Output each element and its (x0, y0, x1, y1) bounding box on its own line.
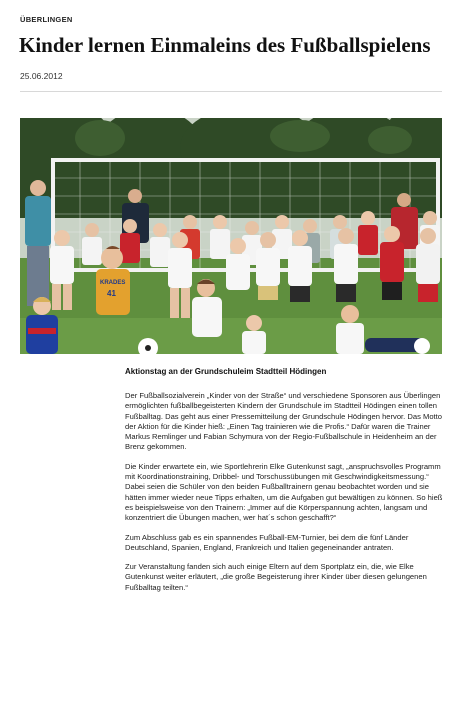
article-paragraph: Die Kinder erwartete ein, wie Sportlehrerin Elke Gutenkunst sagt, „anspruchsvolles Programm mit Koordinationstraining, Dribbel- und Torschussübungen mit Geschwindigkeitsmessung.“ Dabei seien die Schüler von den beiden Fußballtrainern genau beobachtet worden und sie hätten immer wieder neue Tipps erhalten, um die Aufgaben gut bewältigen zu können. So hieß es beispielsweise von den Trainern: „Immer auf die Körperspannung achten, langsam und konzentriert die Übungen machen, wer hat´s schon geschafft?“ (125, 461, 443, 523)
article-date: 25.06.2012 (20, 71, 63, 81)
photo-adult-left (25, 180, 51, 306)
team-photo-illustration (20, 118, 442, 354)
article-headline: Kinder lernen Einmaleins des Fußballspielens (19, 33, 431, 57)
article-subheading: Aktionstag an der Grundschuleim Stadtteil Hödingen (125, 367, 327, 376)
article-paragraph: Zur Veranstaltung fanden sich auch einige Eltern auf dem Sportplatz ein, die, wie Elke Gutenkunst weiter erläutert, „die große Begeisterung ihrer Kinder über diesen gelungenen Fußballtag teilten.“ (125, 562, 427, 592)
photo-jersey-number: 41 (107, 289, 116, 298)
article-body (125, 367, 443, 602)
team-photo (20, 118, 442, 354)
header-divider (20, 91, 442, 92)
article-paragraph: Zum Abschluss gab es ein spannendes Fußball-EM-Turnier, bei dem die fünf Länder Deutschland, Spanien, England, Frankreich und Italien gegeneinander antraten. (125, 532, 409, 552)
photo-jersey-text: KRADES (100, 280, 126, 286)
section-kicker: ÜBERLINGEN (20, 15, 73, 24)
article-paragraph: Der Fußballsozialverein „Kinder von der Straße“ und verschiedene Sponsoren aus Überlingen ermöglichten fußballbegeisterten Kindern der Grundschule im Stadtteil Hödingen einen tollen Fußballtag. Das geht aus einer Pressemitteilung der Grundschule Hödingen hervor. Das Motto der Aktion für die Kinder hieß: „Einen Tag trainieren wie die Profis.“ Dafür waren die Trainer Markus Remlinger und Fabian Schymura von der Regio-Fußballschule in Heidenheim an der Brenz gekommen. (125, 391, 442, 452)
